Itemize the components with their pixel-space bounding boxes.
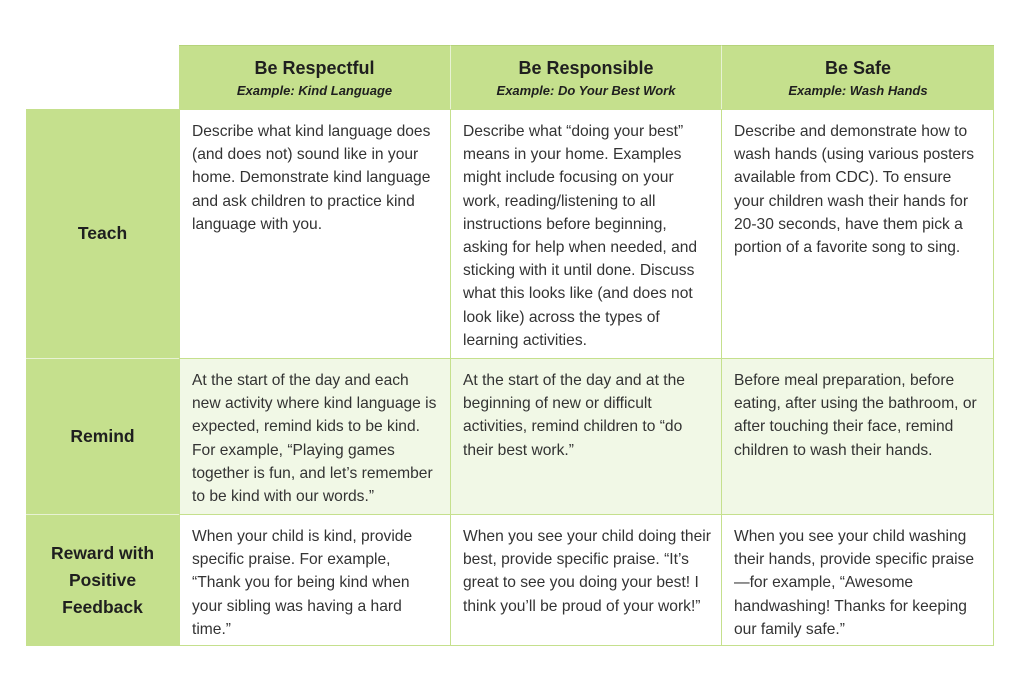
behavior-matrix-table (26, 45, 994, 646)
column-example: Example: Kind Language (236, 82, 393, 98)
row-label: Teach (77, 223, 128, 243)
table-cell: When you see your child washing their hands, provide specific praise—for example, “Awesome handwashing! Thanks for keeping our family safe.” (721, 514, 994, 646)
column-header-respectful (179, 45, 450, 109)
table-cell: At the start of the day and each new activity where kind language is expected, remind kids to be kind. For example, “Playing games together is fun, and let’s remember to be kind with our words.” (179, 358, 450, 514)
column-example: Example: Wash Hands (788, 82, 928, 98)
column-example: Example: Do Your Best Work (496, 82, 676, 98)
column-header-responsible (450, 45, 721, 109)
row-header-reward (26, 514, 179, 646)
table-corner (26, 45, 179, 109)
column-title: Be Respectful (254, 57, 375, 78)
table-cell: Describe what “doing your best” means in your home. Examples might include focusing on your work, reading/listening to all instructions before beginning, asking for help when needed, and sticking with it until done. Discuss what this looks like (and does not look like) across the types of learning activities. (450, 109, 721, 358)
table-cell: Before meal preparation, before eating, after using the bathroom, or after touching their face, remind children to wash their hands. (721, 358, 994, 514)
column-title: Be Safe (824, 57, 892, 78)
table-cell: When your child is kind, provide specific praise. For example, “Thank you for being kind when your sibling was having a hard time.” (179, 514, 450, 646)
table-cell: Describe what kind language does (and does not) sound like in your home. Demonstrate kind language and ask children to practice kind language with you. (179, 109, 450, 358)
column-header-safe (721, 45, 994, 109)
table-cell: When you see your child doing their best, provide specific praise. “It’s great to see you doing your best! I think you’ll be proud of your work!” (450, 514, 721, 646)
column-title: Be Responsible (518, 57, 654, 78)
row-label: Reward with Positive Feedback (50, 543, 155, 617)
row-label: Remind (70, 426, 135, 446)
table-cell: At the start of the day and at the beginning of new or difficult activities, remind children to “do their best work.” (450, 358, 721, 514)
table-cell: Describe and demonstrate how to wash hands (using various posters available from CDC). To ensure your children wash their hands for 20-30 seconds, have them pick a portion of a favorite song to sing. (721, 109, 994, 358)
row-header-teach (26, 109, 179, 358)
row-header-remind (26, 358, 179, 514)
